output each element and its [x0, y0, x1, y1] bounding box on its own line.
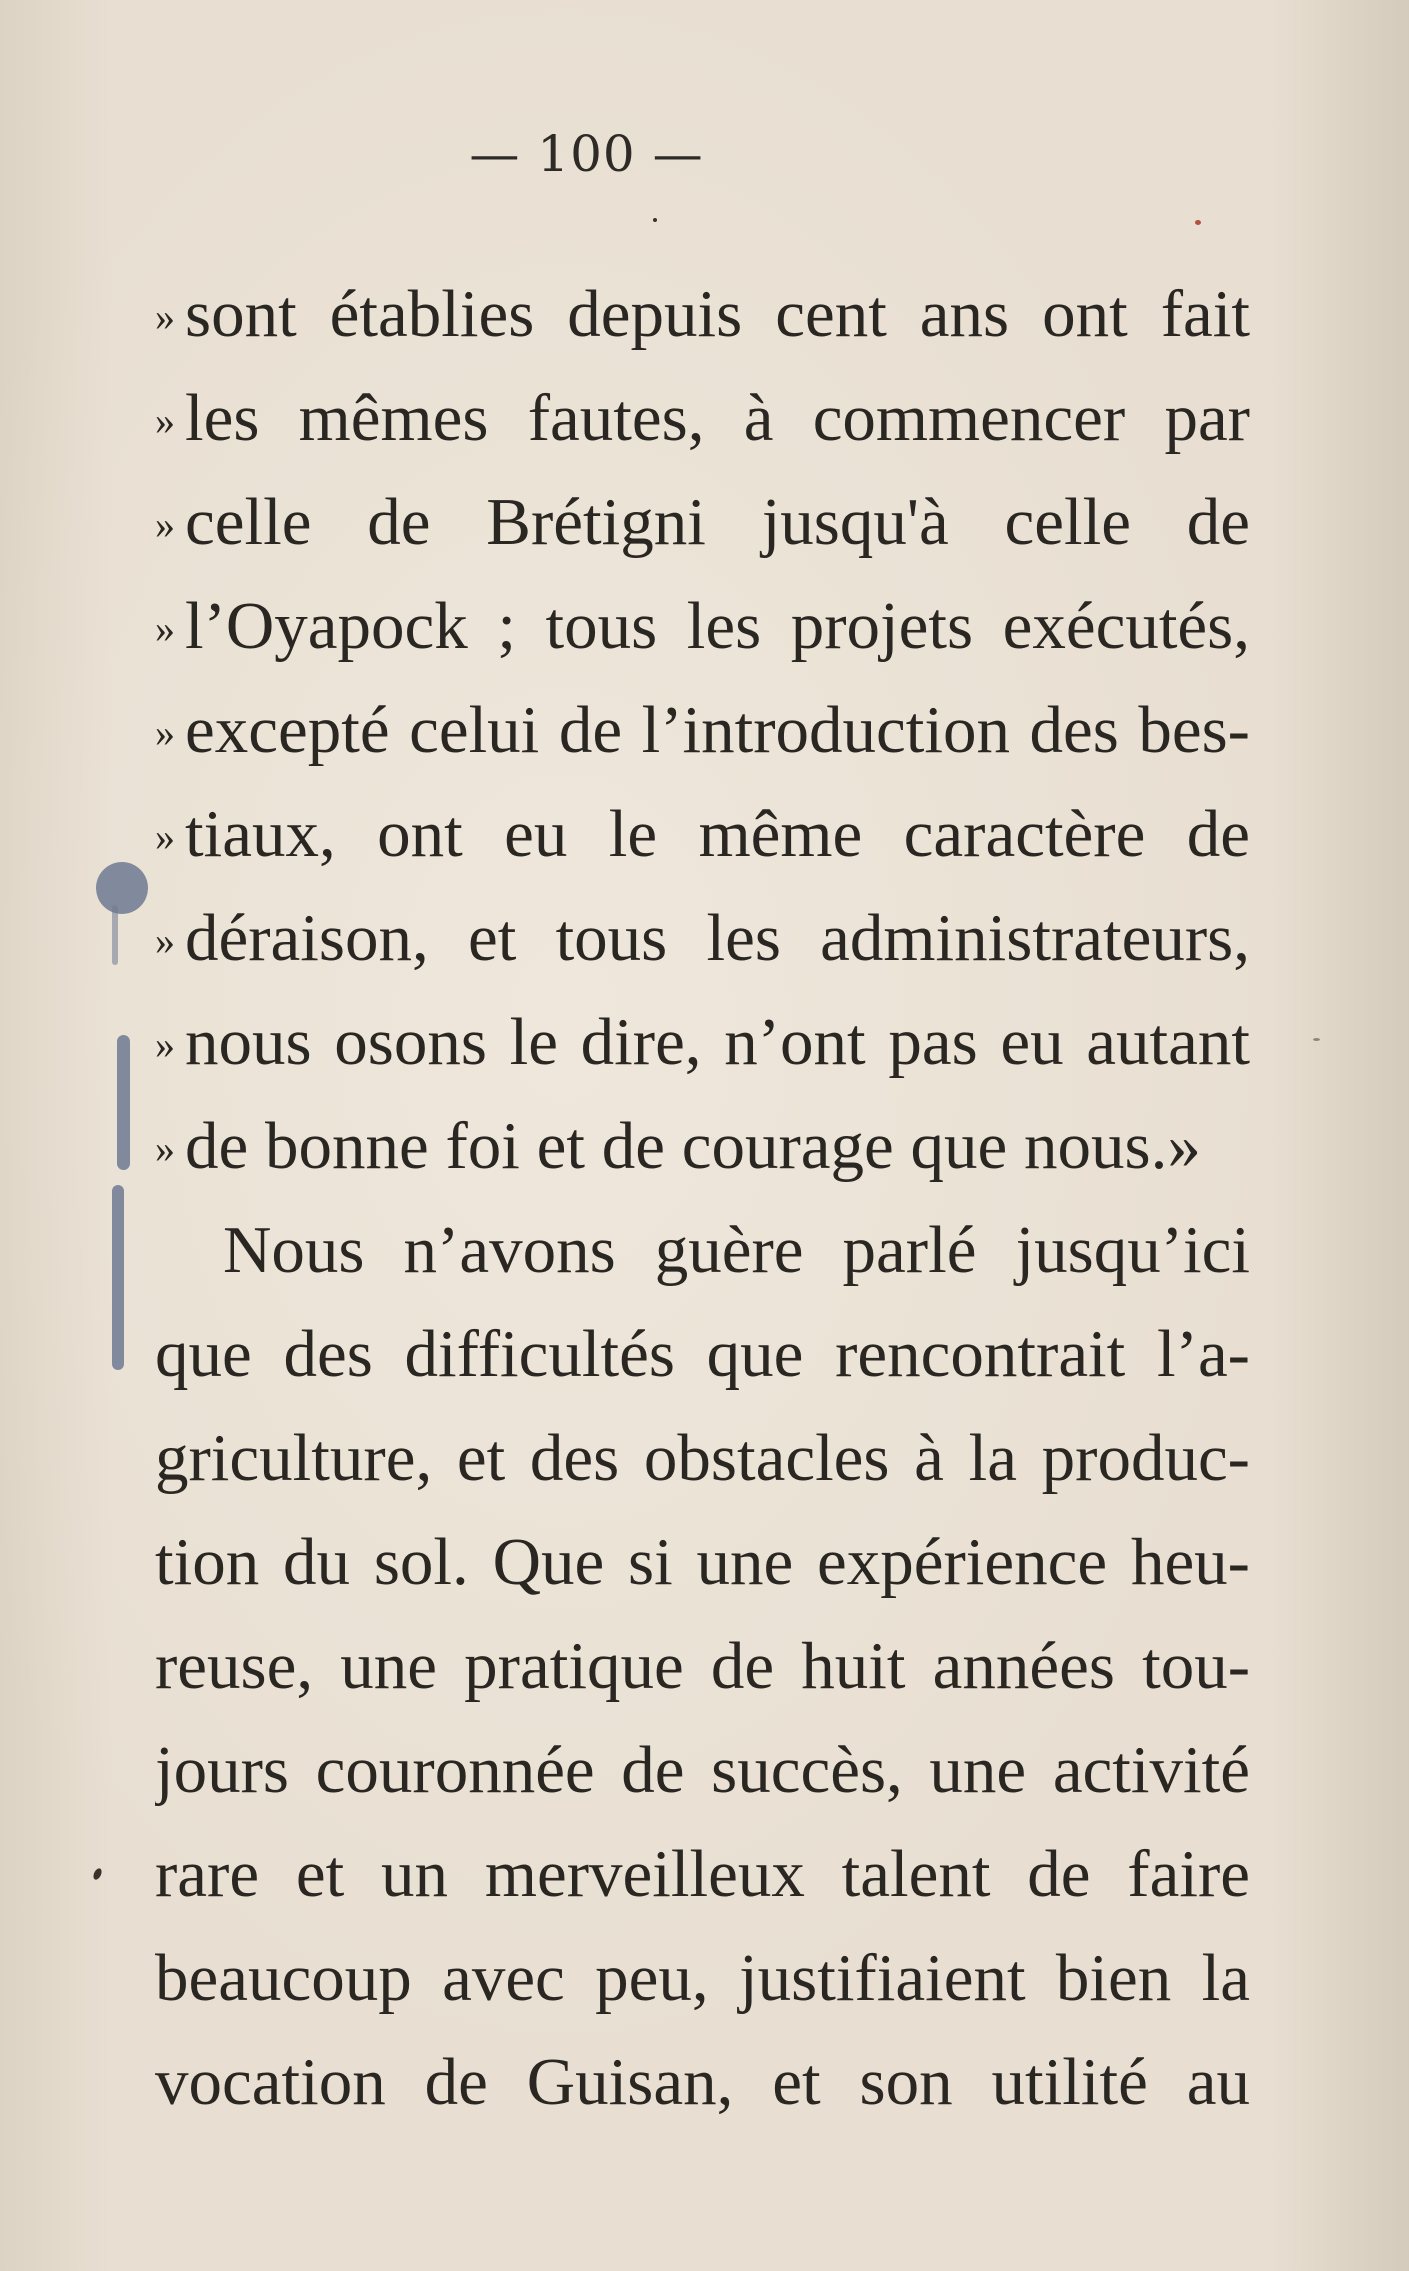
- text-line: [155, 990, 1250, 1094]
- ink-margin-mark: [117, 1035, 130, 1170]
- line-text: nous osons le dire, n’ont pas eu autant: [185, 1005, 1250, 1079]
- body-text: [155, 262, 1250, 2134]
- line-text: de bonne foi et de courage que nous.»: [185, 1109, 1201, 1183]
- text-line: [155, 1302, 1250, 1406]
- text-line: [155, 1718, 1250, 1822]
- line-text: rare et un merveilleux talent de faire: [155, 1837, 1250, 1911]
- line-text: tion du sol. Que si une expérience heu-: [155, 1525, 1250, 1599]
- line-text: beaucoup avec peu, justifiaient bien la: [155, 1941, 1250, 2015]
- text-line: [155, 366, 1250, 470]
- text-line: [155, 1198, 1250, 1302]
- quote-mark: »: [155, 814, 175, 859]
- text-line: [155, 678, 1250, 782]
- paper-speck: [653, 218, 657, 222]
- text-line: [155, 1822, 1250, 1926]
- line-text: que des difficultés que rencontrait l’a-: [155, 1317, 1250, 1391]
- text-line: [155, 470, 1250, 574]
- ink-drip: [112, 905, 118, 965]
- quote-mark: »: [155, 1022, 175, 1067]
- line-text: tiaux, ont eu le même caractère de: [185, 797, 1250, 871]
- line-text: griculture, et des obstacles à la produc-: [155, 1421, 1250, 1495]
- line-text: sont établies depuis cent ans ont fait: [185, 277, 1250, 351]
- paper-speck: [1313, 1038, 1320, 1041]
- line-text: excepté celui de l’introduction des bes-: [185, 693, 1250, 767]
- quote-mark: »: [155, 606, 175, 651]
- text-line: [155, 2030, 1250, 2134]
- line-text: vocation de Guisan, et son utilité au: [155, 2045, 1250, 2119]
- text-line: [155, 1094, 1250, 1198]
- quote-mark: »: [155, 918, 175, 963]
- text-line: [155, 1614, 1250, 1718]
- quote-mark: »: [155, 710, 175, 755]
- text-line: [155, 262, 1250, 366]
- line-text: jours couronnée de succès, une activité: [155, 1733, 1250, 1807]
- line-text: les mêmes fautes, à commencer par: [185, 381, 1250, 455]
- quote-mark: »: [155, 294, 175, 339]
- text-line: [155, 782, 1250, 886]
- text-line: [155, 1510, 1250, 1614]
- quote-mark: »: [155, 398, 175, 443]
- paper-speck: [1195, 220, 1201, 225]
- paper-speck: [92, 1867, 103, 1881]
- text-line: [155, 886, 1250, 990]
- text-line: [155, 1926, 1250, 2030]
- ink-blot: [96, 862, 148, 914]
- ink-margin-mark: [112, 1185, 124, 1370]
- line-text: l’Oyapock ; tous les projets exécutés,: [185, 589, 1250, 663]
- line-text: reuse, une pratique de huit années tou-: [155, 1629, 1250, 1703]
- quote-mark: »: [155, 1126, 175, 1171]
- page-number: — 100 —: [469, 125, 704, 183]
- line-text: celle de Brétigni jusqu'à celle de: [185, 485, 1250, 559]
- text-line: [155, 1406, 1250, 1510]
- text-line: [155, 574, 1250, 678]
- line-text: Nous n’avons guère parlé jusqu’ici: [223, 1213, 1250, 1287]
- line-text: déraison, et tous les administrateurs,: [185, 901, 1250, 975]
- quote-mark: »: [155, 502, 175, 547]
